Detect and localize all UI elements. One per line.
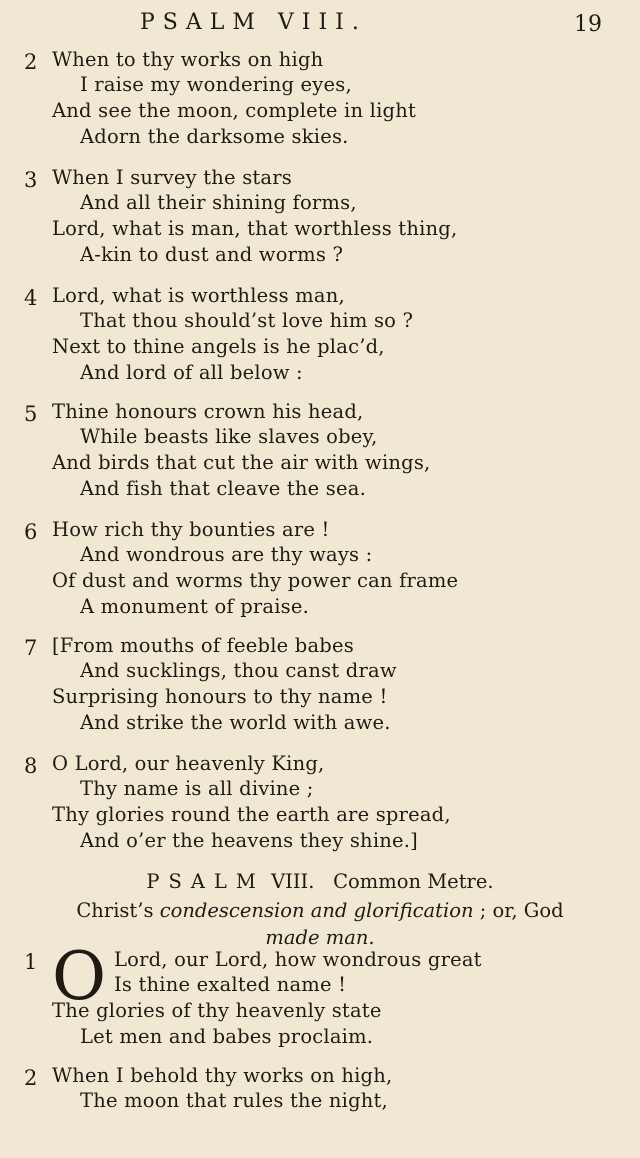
verse-line: And all their shining forms,: [80, 191, 357, 214]
verse-line: A monument of praise.: [80, 595, 310, 618]
verse-line: Thy glories round the earth are spread,: [52, 803, 451, 826]
verse-line: Lord, what is man, that worthless thing,: [52, 217, 458, 240]
verse-line: And sucklings, thou canst draw: [80, 659, 397, 682]
verse-line: And see the moon, complete in light: [52, 99, 416, 122]
verse-line: The glories of thy heavenly state: [52, 999, 382, 1022]
psalm-heading: [0, 870, 640, 893]
stanza-number: 1: [24, 950, 38, 974]
verse-line: And fish that cleave the sea.: [80, 477, 366, 500]
running-title: PSALM VIII.: [140, 10, 367, 35]
verse-line: Lord, what is worthless man,: [52, 284, 345, 307]
verse-line: Lord, our Lord, how wondrous great: [114, 948, 482, 971]
verse-line: Surprising honours to thy name !: [52, 685, 388, 708]
verse-line: Next to thine angels is he plac’d,: [52, 335, 385, 358]
page-header: [0, 10, 640, 40]
verse-line: While beasts like slaves obey,: [80, 425, 378, 448]
verse-line: The moon that rules the night,: [80, 1089, 388, 1112]
subtitle-italic: condescension and glorification: [159, 899, 474, 922]
verse-line: And strike the world with awe.: [80, 711, 391, 734]
verse-line: Let men and babes proclaim.: [80, 1025, 374, 1048]
stanza-number: 2: [24, 1066, 38, 1090]
verse-line: And o’er the heavens they shine.]: [80, 829, 418, 852]
subtitle-line2: made man.: [265, 926, 375, 949]
stanza-number: 2: [24, 50, 38, 74]
verse-line: How rich thy bounties are !: [52, 518, 330, 541]
stanza-number: 4: [24, 286, 38, 310]
drop-cap: O: [52, 938, 107, 1015]
verse-line: When I behold thy works on high,: [52, 1064, 393, 1087]
verse-line: Of dust and worms thy power can frame: [52, 569, 459, 592]
stanza-number: 5: [24, 402, 38, 426]
verse-line: I raise my wondering eyes,: [80, 73, 352, 96]
verse-line: And birds that cut the air with wings,: [52, 451, 431, 474]
verse-line: Is thine exalted name !: [114, 973, 347, 996]
verse-line: And wondrous are thy ways :: [80, 543, 373, 566]
verse-line: O Lord, our heavenly King,: [52, 752, 325, 775]
psalm-heading-word: PSALM: [146, 870, 265, 893]
stanza-number: 3: [24, 168, 38, 192]
stanza-number: 8: [24, 754, 38, 778]
psalm-metre: Common Metre.: [333, 870, 494, 893]
verse-line: When to thy works on high: [52, 48, 324, 71]
verse-line: Thy name is all divine ;: [80, 777, 314, 800]
verse-line: A-kin to dust and worms ?: [80, 243, 344, 266]
stanza-number: 6: [24, 520, 38, 544]
verse-line: [From mouths of feeble babes: [52, 634, 354, 657]
verse-line: Thine honours crown his head,: [52, 400, 364, 423]
subtitle-prefix: Christ’s: [76, 899, 154, 922]
verse-line: That thou should’st love him so ?: [80, 309, 414, 332]
psalm-heading-number: VIII.: [271, 870, 315, 893]
subtitle-mid: ; or, God: [479, 899, 564, 922]
page-number: 19: [574, 12, 602, 37]
stanza-number: 7: [24, 636, 38, 660]
verse-line: Adorn the darksome skies.: [80, 125, 349, 148]
verse-line: When I survey the stars: [52, 166, 292, 189]
verse-line: And lord of all below :: [80, 361, 303, 384]
